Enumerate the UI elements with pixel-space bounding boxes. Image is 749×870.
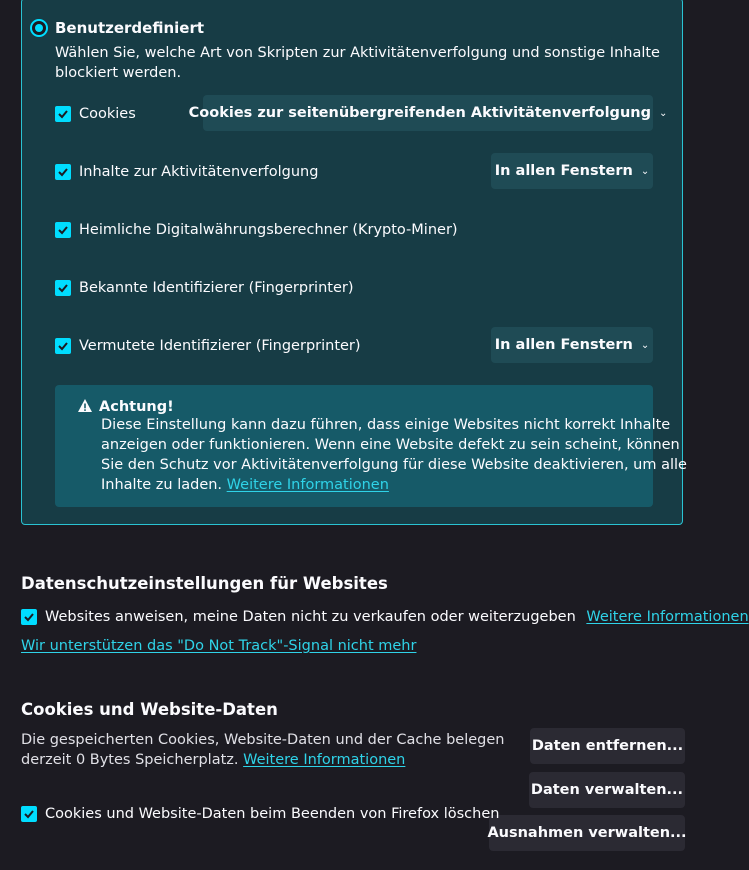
custom-description-line1: Wählen Sie, welche Art von Skripten zur Aktivitätenverfolgung und sonstige Inhalte	[55, 45, 660, 61]
custom-radio-label[interactable]: Benutzerdefiniert	[55, 19, 205, 37]
warning-text-line2: anzeigen oder funktionieren. Wenn eine Website defekt zu sein scheint, können	[101, 437, 680, 453]
check-icon	[57, 282, 69, 294]
cookies-description-line2	[21, 752, 405, 768]
cookies-select[interactable]	[188, 95, 668, 131]
check-icon	[57, 166, 69, 178]
delete-on-close-checkbox[interactable]	[21, 806, 37, 822]
warning-text-line4-text: Inhalte zu laden.	[101, 477, 223, 493]
suspected-fingerprinters-select[interactable]	[491, 327, 653, 363]
cookies-description-line2-text: derzeit 0 Bytes Speicherplatz.	[21, 752, 239, 768]
cryptominers-checkbox[interactable]	[55, 222, 71, 238]
suspected-fingerprinters-checkbox[interactable]	[55, 338, 71, 354]
chevron-down-icon: ⌄	[640, 339, 650, 351]
gpc-label[interactable]: Websites anweisen, meine Daten nicht zu verkaufen oder weiterzugeben	[45, 609, 576, 625]
check-icon	[23, 808, 35, 820]
check-icon	[23, 611, 35, 623]
gpc-label-row	[45, 609, 749, 625]
cookies-label[interactable]: Cookies	[79, 106, 136, 122]
clear-data-button[interactable]: Daten entfernen...	[530, 728, 685, 764]
check-icon	[57, 224, 69, 236]
cookies-more-info-link[interactable]: Weitere Informationen	[243, 752, 406, 768]
manage-data-button[interactable]: Daten verwalten...	[529, 772, 685, 808]
warning-title: Achtung!	[99, 399, 174, 415]
warning-text-line1: Diese Einstellung kann dazu führen, dass einige Websites nicht korrekt Inhalte	[101, 417, 671, 433]
known-fingerprinters-checkbox[interactable]	[55, 280, 71, 296]
warning-text-line4	[101, 477, 389, 493]
privacy-heading: Datenschutzeinstellungen für Websites	[21, 574, 388, 593]
suspected-fingerprinters-select-value: In allen Fenstern	[494, 337, 633, 353]
cookies-checkbox[interactable]	[55, 106, 71, 122]
tracking-content-select[interactable]	[491, 153, 653, 189]
cookies-heading: Cookies und Website-Daten	[21, 700, 278, 719]
check-icon	[57, 108, 69, 120]
chevron-down-icon: ⌄	[658, 107, 668, 119]
cookies-description-line1: Die gespeicherten Cookies, Website-Daten und der Cache belegen	[21, 732, 505, 748]
warning-icon	[77, 398, 93, 414]
warning-text-line3: Sie den Schutz vor Aktivitätenverfolgung für diese Website deaktivieren, um alle	[101, 457, 687, 473]
delete-on-close-label[interactable]: Cookies und Website-Daten beim Beenden von Firefox löschen	[45, 806, 500, 822]
suspected-fingerprinters-label[interactable]: Vermutete Identifizierer (Fingerprinter)	[79, 338, 361, 354]
tracking-content-label[interactable]: Inhalte zur Aktivitätenverfolgung	[79, 164, 319, 180]
gpc-more-info-link[interactable]: Weitere Informationen	[586, 609, 749, 625]
dnt-link[interactable]: Wir unterstützen das "Do Not Track"-Signal nicht mehr	[21, 638, 417, 654]
manage-exceptions-button[interactable]: Ausnahmen verwalten...	[489, 815, 685, 851]
tracking-content-checkbox[interactable]	[55, 164, 71, 180]
cookies-select-value: Cookies zur seitenübergreifenden Aktivitätenverfolgung	[188, 105, 651, 121]
known-fingerprinters-label[interactable]: Bekannte Identifizierer (Fingerprinter)	[79, 280, 354, 296]
custom-description-line2: blockiert werden.	[55, 65, 182, 81]
warning-more-info-link[interactable]: Weitere Informationen	[226, 477, 389, 493]
cryptominers-label[interactable]: Heimliche Digitalwährungsberechner (Krypto-Miner)	[79, 222, 458, 238]
chevron-down-icon: ⌄	[640, 165, 650, 177]
custom-radio[interactable]	[30, 19, 48, 37]
check-icon	[57, 340, 69, 352]
gpc-checkbox[interactable]	[21, 609, 37, 625]
tracking-content-select-value: In allen Fenstern	[494, 163, 633, 179]
